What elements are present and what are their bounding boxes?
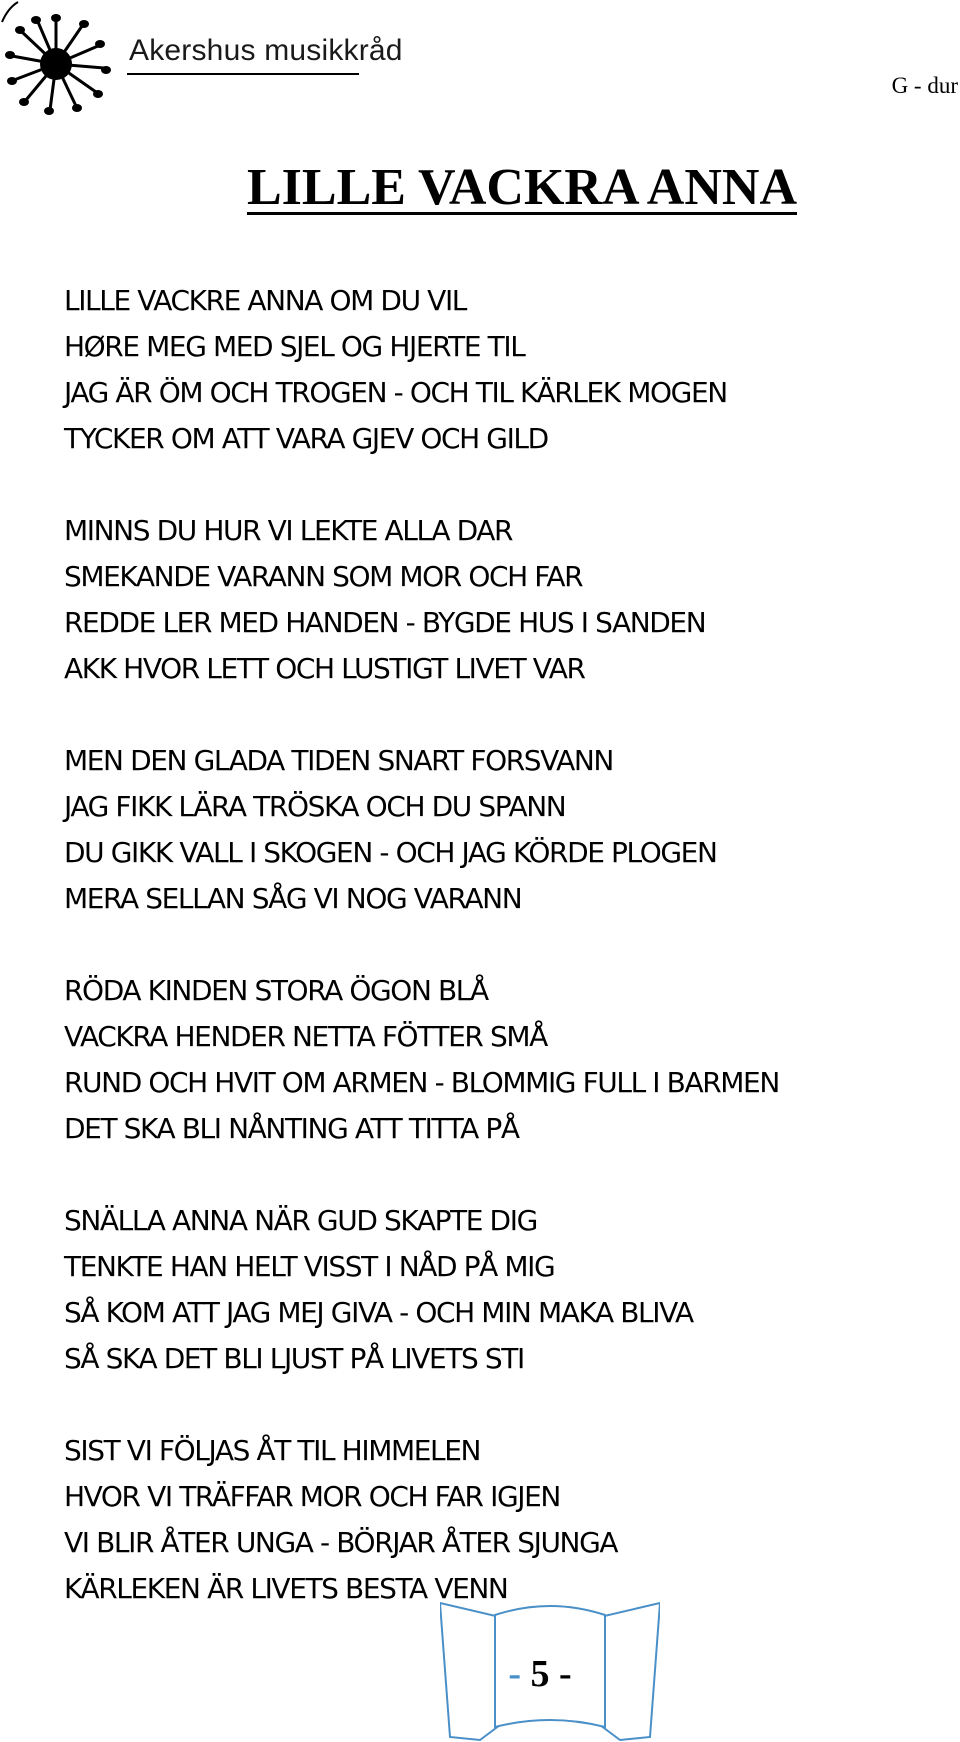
page-number-value: 5 [530, 1653, 550, 1695]
lyric-line: MINNS DU HUR VI LEKTE ALLA DAR [64, 514, 513, 547]
lyric-line: JAG ÄR ÖM OCH TROGEN - OCH TIL KÄRLEK MOGEN [64, 376, 727, 409]
song-title: LILLE VACKRA ANNA [246, 159, 797, 216]
lyric-line: SÅ SKA DET BLI LJUST PÅ LIVETS STI [64, 1342, 524, 1375]
page-dash-left: - [508, 1653, 521, 1695]
logo-underline [127, 73, 359, 75]
page-dash-right: - [559, 1653, 572, 1695]
lyric-line: VI BLIR ÅTER UNGA - BÖRJAR ÅTER SJUNGA [64, 1526, 618, 1559]
lyric-line: RUND OCH HVIT OM ARMEN - BLOMMIG FULL I BARMEN [64, 1066, 779, 1099]
logo-text: Akershus musikkråd [129, 34, 403, 67]
music-notes-burst-icon [0, 0, 125, 115]
verse-3 [64, 738, 954, 922]
verse-2 [64, 508, 954, 692]
lyric-line: TENKTE HAN HELT VISST I NÅD PÅ MIG [64, 1250, 555, 1283]
verse-1 [64, 278, 954, 462]
lyric-line: DET SKA BLI NÅNTING ATT TITTA PÅ [64, 1112, 519, 1145]
verse-6 [64, 1428, 954, 1612]
verse-4 [64, 968, 954, 1152]
lyric-line: AKK HVOR LETT OCH LUSTIGT LIVET VAR [64, 652, 585, 685]
lyric-line: SNÄLLA ANNA NÄR GUD SKAPTE DIG [64, 1204, 537, 1237]
lyric-line: JAG FIKK LÄRA TRÖSKA OCH DU SPANN [64, 790, 566, 823]
lyric-line: LILLE VACKRE ANNA OM DU VIL [64, 284, 466, 317]
lyric-line: KÄRLEKEN ÄR LIVETS BESTA VENN [64, 1572, 508, 1605]
lyric-line: SIST VI FÖLJAS ÅT TIL HIMMELEN [64, 1434, 481, 1467]
lyric-line: DU GIKK VALL I SKOGEN - OCH JAG KÖRDE PLOGEN [64, 836, 717, 869]
organization-logo [0, 0, 403, 115]
lyric-line: REDDE LER MED HANDEN - BYGDE HUS I SANDEN [64, 606, 706, 639]
song-key: G - dur [891, 73, 958, 98]
page-number [490, 1652, 590, 1696]
lyric-line: MEN DEN GLADA TIDEN SNART FORSVANN [64, 744, 613, 777]
lyric-line: MERA SELLAN SÅG VI NOG VARANN [64, 882, 522, 915]
lyric-line: VACKRA HENDER NETTA FÖTTER SMÅ [64, 1020, 547, 1053]
lyric-line: SÅ KOM ATT JAG MEJ GIVA - OCH MIN MAKA BLIVA [64, 1296, 693, 1329]
lyric-line: SMEKANDE VARANN SOM MOR OCH FAR [64, 560, 583, 593]
lyric-line: HØRE MEG MED SJEL OG HJERTE TIL [64, 330, 525, 363]
lyric-line: RÖDA KINDEN STORA ÖGON BLÅ [64, 974, 488, 1007]
lyrics [64, 278, 954, 1658]
verse-5 [64, 1198, 954, 1382]
lyric-line: HVOR VI TRÄFFAR MOR OCH FAR IGJEN [64, 1480, 560, 1513]
lyric-line: TYCKER OM ATT VARA GJEV OCH GILD [64, 422, 548, 455]
